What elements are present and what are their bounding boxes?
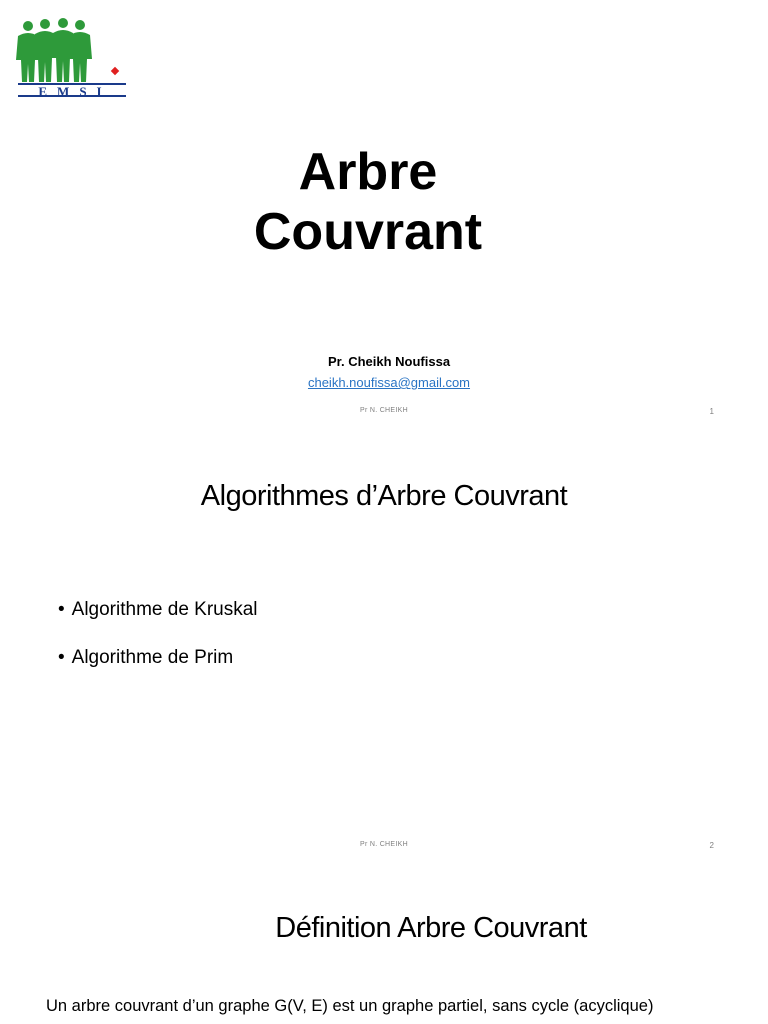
footer-author: Pr N. CHEIKH — [360, 841, 408, 848]
page-number: 1 — [709, 407, 714, 416]
slide-title — [0, 142, 736, 262]
slide-1 — [0, 0, 768, 434]
author-email-link[interactable]: cheikh.noufissa@gmail.com — [307, 375, 471, 390]
title-line-1: Arbre — [298, 143, 438, 201]
slide-title: Définition Arbre Couvrant — [275, 912, 587, 944]
title-line-2: Couvrant — [253, 203, 483, 261]
logo-text: EMSI — [18, 83, 126, 97]
emsi-logo — [14, 16, 130, 100]
list-item: • Algorithme de Prim — [58, 646, 258, 670]
definition-text: Un arbre couvrant d’un graphe G(V, E) est un graphe partiel, sans cycle (acyclique) — [46, 997, 654, 1015]
slide-3 — [0, 868, 768, 1024]
author-name: Pr. Cheikh Noufissa — [327, 354, 451, 369]
bullet-list — [58, 598, 258, 694]
people-silhouette-icon — [14, 16, 130, 86]
page-number: 2 — [709, 841, 714, 850]
footer-author: Pr N. CHEIKH — [360, 407, 408, 414]
slide-2 — [0, 434, 768, 868]
slide-title: Algorithmes d’Arbre Couvrant — [200, 480, 568, 512]
list-item: • Algorithme de Kruskal — [58, 598, 258, 622]
